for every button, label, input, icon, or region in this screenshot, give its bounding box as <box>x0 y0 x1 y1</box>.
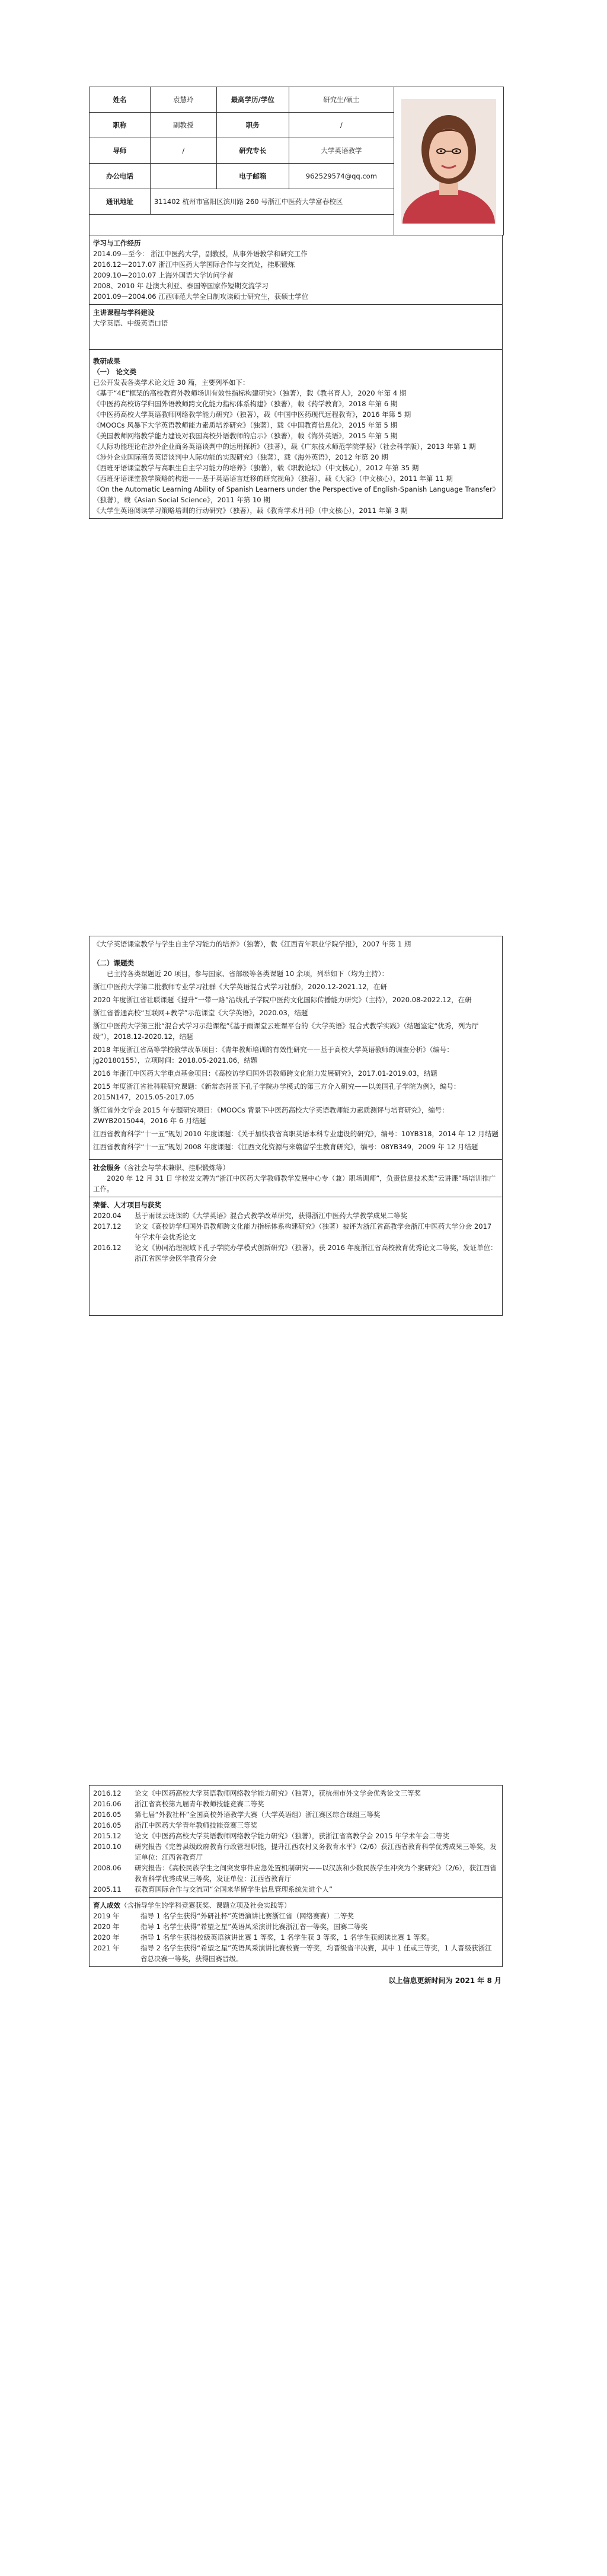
position-value: / <box>289 113 394 138</box>
update-note: 以上信息更新时间为 2021 年 8 月 <box>388 1976 501 1985</box>
honor-date: 2020.04 <box>93 1212 122 1220</box>
honor-text: 研究报告《完善县级政府教育行政管理职能，提升江西农村义务教育水平》（2/6）获江西省教育科学优秀成果三等奖，发证单位：江西省教育厅 <box>135 1842 497 1861</box>
honor-item <box>93 1210 499 1221</box>
honor-text: 论文《高校访学归国外语教师跨文化能力指标体系构建研究》（独著）被评为浙江省高教学会浙江中医药大学分会 2017 年学术年会优秀论文 <box>135 1222 492 1241</box>
project-item: 浙江省外文学会 2015 年专题研究项目：《MOOCs 背景下中医药高校大学英语教师能力素质测评与培育研究》，编号：ZWYB2015044，2016 年 6 月结题 <box>93 1106 449 1125</box>
address-value: 311402 杭州市富阳区滨川路 260 号浙江中医药大学富春校区 <box>150 189 394 215</box>
service-text: 2020 年 12 月 31 日 学校发文聘为“浙江中医药大学教师教学发展中心专（兼）职场训师”，负责信息技术类“云讲课”场培训推广工作。 <box>93 1174 496 1193</box>
service-heading-note: （含社会与学术兼职、挂职锻炼等） <box>120 1163 229 1172</box>
paper-item: 《基于“4E”框架的高校教育外教师场训有效性指标构建研究》（独著），载《教书育人》，2020 年第 4 期 <box>93 389 407 397</box>
projects-heading: （二）课题类 <box>93 959 134 967</box>
honor-text: 论文《中医药高校大学英语教师网络教学能力研究》（独著），获杭州市外文学会优秀论文三等奖 <box>135 1789 421 1797</box>
education-section <box>89 1898 503 1967</box>
paper-item: 《大学生英语阅读学习策略培训的行动研究》（独著），载《教育学术月刊》（中文核心），2011 年第 3 期 <box>93 506 408 515</box>
email-value[interactable]: 962529574@qq.com <box>289 164 394 189</box>
paper-item: 《西班牙语课堂教学策略的构建——基于英语语言迁移的研究视角》（独著），载《大家》（中文核心），2011 年第 11 期 <box>93 474 453 483</box>
honor-text: 浙江省高校第九届青年教师技能竞赛二等奖 <box>135 1800 264 1808</box>
honor-text: 获教育国际合作与交流司“全国来华留学生信息管理系统先进个人” <box>135 1885 333 1893</box>
experience-item: 2008、2010 年 赴澳大利亚、泰国等国家作短期交流学习 <box>93 282 269 290</box>
honor-date: 2016.05 <box>93 1821 122 1829</box>
paper-item: 《中医药高校访学归国外语教师跨文化能力指标体系构建》（独著），载《药学教育》，2018 年第 6 期 <box>93 400 398 408</box>
education-item <box>93 1921 499 1932</box>
experience-item: 2014.09—至今： 浙江中医药大学，副教授，从事外语教学和研究工作 <box>93 250 308 258</box>
address-label: 通讯地址 <box>90 189 151 215</box>
honor-item <box>93 1809 499 1820</box>
honor-item <box>93 1788 499 1799</box>
honor-date: 2005.11 <box>93 1885 122 1893</box>
paper-item: 《西班牙语课堂教学与高职生自主学习能力的培养》（独著），载《职教论坛》（中文核心），2012 年第 35 期 <box>93 464 419 472</box>
project-item: 江西省教育科学“十一五”规划 2010 年度课题：《关于加快我省高职英语本科专业建设的研究》，编号：10YB318，2014 年 12 月结题 <box>93 1130 499 1138</box>
phone-value <box>150 164 216 189</box>
paper-item: 《中医药高校大学英语教师网络教学能力研究》（独著），载《中国中医药现代远程教育》，2016 年第 5 期 <box>93 410 411 419</box>
honor-item <box>93 1221 499 1242</box>
position-label: 职务 <box>216 113 289 138</box>
honor-text: 浙江中医药大学青年教师技能竞赛三等奖 <box>135 1821 257 1829</box>
portrait-illustration <box>401 99 496 224</box>
honor-item <box>93 1884 499 1895</box>
name-label: 姓名 <box>90 87 151 113</box>
honor-item <box>93 1831 499 1841</box>
education-item <box>93 1932 499 1943</box>
honors-section-part1 <box>89 1197 503 1316</box>
project-item: 浙江省普通高校“互联网+教学”示范课堂《大学英语》，2020.03，结题 <box>93 1009 308 1017</box>
paper-item: 《涉外企业国际商务英语谈判中人际功能的实现研究》（独著），载《海外英语》，2012 年第 20 期 <box>93 453 388 461</box>
papers-intro: 已公开发表各类学术论文近 30 篇，主要列举如下： <box>93 378 250 387</box>
title-value: 副教授 <box>150 113 216 138</box>
project-item: 浙江中医药大学第二批教师专业学习社群《大学英语混合式学习社群》，2020.12-2021.12，在研 <box>93 983 388 991</box>
page-2 <box>89 936 504 1618</box>
education-item <box>93 1911 499 1921</box>
phone-label: 办公电话 <box>90 164 151 189</box>
title-label: 职称 <box>90 113 151 138</box>
honor-date: 2016.06 <box>93 1800 122 1808</box>
project-item: 2016 年浙江中医药大学重点基金项目：《高校访学归国外语教师跨文化能力发展研究》，2017.01-2019.03，结题 <box>93 1069 437 1077</box>
education-text: 指导 1 名学生获得“希望之星”英语风采演讲比赛浙江省一等奖，国赛二等奖 <box>140 1923 368 1931</box>
education-heading: 育人成效 <box>93 1901 120 1909</box>
education-date: 2020 年 <box>93 1933 120 1941</box>
honor-text: 第七届“外教社杯”全国高校外语教学大赛（大学英语组）浙江赛区综合课组三等奖 <box>135 1810 381 1819</box>
paper-item: 《美国教师网络教学能力建设对我国高校外语教师的启示》（独著），载《海外英语》，2015 年第 5 期 <box>93 432 398 440</box>
experience-item: 2001.09—2004.06 江西师范大学全日制攻读硕士研究生，获硕士学位 <box>93 292 309 301</box>
honor-text: 论文《中医药高校大学英语教师网络教学能力研究》（独著），获浙江省高教学会 2015 年学术年会二等奖 <box>135 1832 450 1840</box>
specialty-value: 大学英语教学 <box>289 138 394 164</box>
research-heading: 教研成果 <box>93 357 120 365</box>
honor-date: 2010.10 <box>93 1842 122 1851</box>
project-item: 2018 年度浙江省高等学校教学改革项目：《青年教师培训的有效性研究——基于高校大学英语教师的调查分析》（编号：jg20180155），立项时间：2018.05-2021.06，结题 <box>93 1045 453 1064</box>
email-label: 电子邮箱 <box>216 164 289 189</box>
papers-heading: （一） 论文类 <box>93 368 137 376</box>
education-date: 2020 年 <box>93 1923 120 1931</box>
degree-value: 研究生/硕士 <box>289 87 394 113</box>
page-3 <box>89 1785 504 2200</box>
courses-section <box>89 305 503 350</box>
service-heading: 社会服务 <box>93 1163 120 1172</box>
honor-item <box>93 1863 499 1884</box>
education-text: 指导 2 名学生获得“希望之星”英语风采演讲比赛校赛一等奖，均晋级省半决赛，其中 1 任或三等奖，1 人晋级获浙江省总决赛一等奖，获得国赛晋级。 <box>140 1944 492 1963</box>
project-item: 2015 年度浙江省社科联研究课题：《新常态背景下孔子学院办学模式的第三方介入研究——以美国孔子学院为例》，编号：2015N147，2015.05-2017.05 <box>93 1082 461 1101</box>
advisor-value: / <box>150 138 216 164</box>
honor-date: 2016.12 <box>93 1244 122 1252</box>
honors-section-part2 <box>89 1785 503 1898</box>
honor-date: 2015.12 <box>93 1832 122 1840</box>
page-1 <box>89 87 504 738</box>
education-date: 2019 年 <box>93 1912 120 1920</box>
honor-item <box>93 1820 499 1831</box>
experience-item: 2009.10—2010.07 上海外国语大学访问学者 <box>93 271 234 279</box>
spacer-cell <box>90 215 394 235</box>
research-section-part1 <box>89 350 503 519</box>
experience-item: 2016.12—2017.07 浙江中医药大学国际合作与交流处，挂职锻炼 <box>93 260 295 269</box>
paper-item: 《人际功能理论在涉外企业商务英语谈判中的运用探析》（独著），载《广东技术师范学院学报》（社会科学版），2013 年第 1 期 <box>93 442 476 451</box>
honor-text: 基于雨课云班课的《大学英语》混合式教学改革研究，获得浙江中医药大学教学成果二等奖 <box>135 1212 407 1220</box>
advisor-label: 导师 <box>90 138 151 164</box>
paper-item: 《大学英语课堂教学与学生自主学习能力的培养》（独著），载《江西青年职业学院学报》，2007 年第 1 期 <box>93 940 411 948</box>
degree-label: 最高学历/学位 <box>216 87 289 113</box>
education-text: 指导 1 名学生获得校级英语演讲比赛 1 等奖，1 名学生获 3 等奖，1 名学生获阅读比赛 1 等奖。 <box>140 1933 434 1941</box>
projects-intro: 已主持各类课题近 20 项目，参与国家、省部级等各类课题 10 余项，列举如下（均为主持）： <box>107 970 389 978</box>
portrait-cell <box>394 87 503 235</box>
service-section <box>89 1160 503 1197</box>
education-text: 指导 1 名学生获得“外研社杯”英语演讲比赛浙江省（网络赛赛）二等奖 <box>140 1912 354 1920</box>
honor-text: 研究报告：《高校民族学生之间突发事件应急处置机制研究——以汉族和少数民族学生冲突为个案研究》（2/6），获江西省教育科学优秀成果三等奖，发证单位：江西省教育厅 <box>135 1864 497 1883</box>
honor-date: 2016.05 <box>93 1810 122 1819</box>
experience-section <box>89 235 503 305</box>
project-item: 2020 年度浙江省社联课题《提升“一带一路”沿线孔子学院中医药文化国际传播能力研究》（主持），2020.08-2022.12，在研 <box>93 996 472 1004</box>
research-section-part2 <box>89 936 503 1160</box>
courses-text: 大学英语、中级英语口语 <box>93 319 168 327</box>
education-heading-note: （含指导学生的学科竞赛获奖、课题立项及社会实践等） <box>120 1901 291 1909</box>
honor-item <box>93 1242 499 1264</box>
experience-heading: 学习与工作经历 <box>93 239 141 247</box>
honors-heading: 荣誉、人才项目与获奖 <box>93 1201 161 1209</box>
profile-table <box>89 87 504 235</box>
honor-item <box>93 1799 499 1809</box>
honor-date: 2016.12 <box>93 1789 122 1797</box>
paper-item: 《MOOCs 风暴下大学英语教师能力素质培养研究》（独著），载《中国教育信息化》，2015 年第 5 期 <box>93 421 397 429</box>
name-value: 袁慧玲 <box>150 87 216 113</box>
education-item <box>93 1943 499 1964</box>
project-item: 江西省教育科学“十一五”规划 2008 年度课题：《江西文化资源与来赣留学生教育研究》，编号：08YB349，2009 年 12 月结题 <box>93 1143 478 1151</box>
honor-text: 论文《协同治理视域下孔子学院办学模式创新研究》（独著），获 2016 年度浙江省高校教育优秀论文二等奖，发证单位：浙江省医学会医学教育分会 <box>135 1244 497 1263</box>
portrait-photo <box>401 99 496 224</box>
honor-item <box>93 1841 499 1863</box>
courses-heading: 主讲课程与学科建设 <box>93 308 155 317</box>
project-item: 浙江中医药大学第三批“混合式学习示范课程”《基于雨课堂云班课平台的《大学英语》混合式教学实践》（结题鉴定“优秀，列为厅级”），2018.12-2020.12，结题 <box>93 1022 479 1041</box>
honor-date: 2008.06 <box>93 1864 122 1872</box>
paper-item: 《On the Automatic Learning Ability of Spanish Learners under the Perspective of English-Spanish Language Transfer》（独著），载《Asian Social Science》，2011 年第 10 期 <box>93 485 496 504</box>
education-date: 2021 年 <box>93 1944 120 1952</box>
honor-date: 2017.12 <box>93 1222 122 1230</box>
specialty-label: 研究专长 <box>216 138 289 164</box>
